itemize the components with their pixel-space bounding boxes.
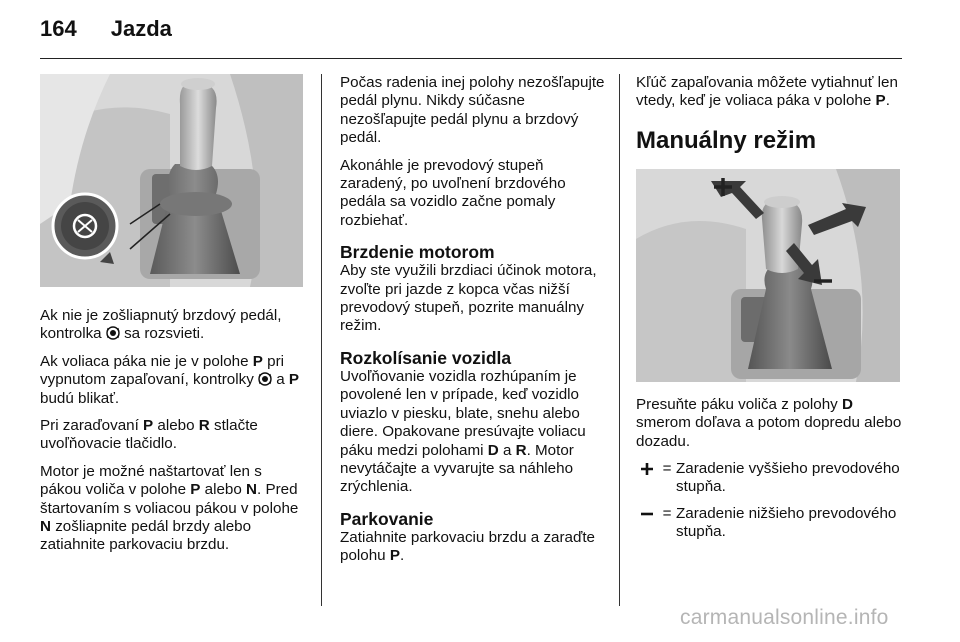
text: Motor je možné naštartovať len s pákou voliča v polohe bbox=[40, 462, 262, 499]
text: a bbox=[498, 441, 516, 459]
text: Kľúč zapaľovania môžete vytiahnuť len vtedy, keď je voliaca páka v polohe bbox=[636, 74, 898, 110]
heading-engine-braking: Brzdenie motorom bbox=[340, 242, 495, 263]
column-2 bbox=[340, 74, 606, 575]
page-number: 164 bbox=[40, 16, 77, 41]
heading-parking: Parkovanie bbox=[340, 508, 434, 529]
text: a bbox=[272, 371, 289, 389]
gear-letter: R bbox=[515, 441, 527, 459]
column-divider bbox=[619, 74, 620, 606]
legend-text: Zaradenie nižšieho prevodového stupňa. bbox=[676, 504, 897, 541]
text: Zatiahnite parkovaciu brzdu a zaraďte polohu bbox=[340, 528, 596, 565]
gear-letter: P bbox=[875, 92, 886, 110]
legend-row-downshift bbox=[636, 505, 902, 542]
gear-letter: P bbox=[190, 481, 201, 499]
header-rule bbox=[40, 58, 902, 59]
gear-letter: P bbox=[143, 417, 154, 435]
text: . Pred štartovaním s voliacou pákou v polohe bbox=[40, 481, 299, 517]
gear-letter: P bbox=[288, 371, 300, 389]
column-1 bbox=[40, 74, 306, 564]
text: Presuňte páku voliča z polohy bbox=[636, 395, 842, 413]
gear-letter: P bbox=[252, 352, 263, 370]
column-3 bbox=[636, 74, 902, 550]
gear-letter: N bbox=[40, 518, 51, 536]
gear-letter: D bbox=[842, 395, 853, 413]
gear-selector-illustration bbox=[40, 74, 303, 287]
heading-rocking: Rozkolísanie vozidla bbox=[340, 347, 512, 368]
text: Ak nie je zošliapnutý brzdový pedál, kontrolka bbox=[40, 307, 282, 343]
paragraph bbox=[340, 529, 606, 566]
text: Uvoľňovanie vozidla rozhúpaním je povolené len v prípade, keď vozidlo uviazlo v piesku, blate, snehu alebo diere. Opakovane presúvajte voliacu páku medzi polohami bbox=[340, 367, 586, 459]
text: smerom doľava a potom dopredu alebo dozadu. bbox=[636, 414, 902, 450]
gear-letter: P bbox=[389, 547, 400, 565]
legend-row-upshift bbox=[636, 460, 902, 497]
paragraph: Počas radenia inej polohy nezošľapujte pedál plynu. Nikdy súčasne nezošľapujte pedál plynu a brzdový pedál. bbox=[340, 74, 605, 147]
brake-foot-icon bbox=[258, 372, 272, 386]
text: Pri zaraďovaní bbox=[40, 417, 144, 435]
paragraph bbox=[636, 74, 902, 111]
text: alebo bbox=[153, 417, 199, 435]
brake-foot-icon bbox=[106, 326, 120, 340]
manual-mode-illustration bbox=[636, 169, 900, 382]
text: . Motor nevytáčajte a vyvarujte sa náhleho zrýchlenia. bbox=[340, 441, 574, 496]
text: zošliapnite pedál brzdy alebo zatiahnite parkovaciu brzdu. bbox=[40, 518, 252, 554]
legend-text: Zaradenie vyššieho prevodového stupňa. bbox=[676, 460, 900, 496]
equals-sign: = bbox=[662, 460, 672, 478]
column-divider bbox=[321, 74, 322, 606]
paragraph bbox=[40, 307, 306, 344]
text: . bbox=[885, 92, 890, 110]
equals-sign: = bbox=[662, 504, 672, 522]
paragraph bbox=[636, 396, 902, 451]
paragraph bbox=[40, 417, 306, 454]
heading-manual-mode: Manuálny režim bbox=[636, 126, 817, 154]
text: alebo bbox=[200, 481, 247, 499]
paragraph bbox=[40, 463, 306, 555]
plus-icon bbox=[636, 460, 658, 478]
paragraph: Akonáhle je prevodový stupeň zaradený, po uvoľnení brzdového pedála sa vozidlo začne pomaly rozbiehať. bbox=[340, 156, 566, 229]
text: sa rozsvieti. bbox=[119, 325, 205, 343]
minus-icon bbox=[636, 505, 658, 523]
paragraph bbox=[40, 353, 306, 408]
text: pri vypnutom zapaľovaní, kontrolky bbox=[40, 352, 285, 389]
text: budú blikať. bbox=[40, 389, 120, 407]
paragraph: Aby ste využili brzdiaci účinok motora, zvoľte pri jazde z kopca včas nižší prevodový stupeň, pozrite manuálny režim. bbox=[340, 262, 597, 335]
gear-letter: R bbox=[198, 417, 210, 435]
paragraph bbox=[340, 368, 606, 497]
page-header bbox=[40, 16, 172, 50]
text: stlačte uvoľňovacie tlačidlo. bbox=[40, 417, 258, 453]
watermark: carmanualsonline.info bbox=[680, 606, 889, 629]
gear-letter: D bbox=[487, 441, 499, 459]
section-title: Jazda bbox=[110, 16, 172, 41]
text: Ak voliaca páka nie je v polohe bbox=[40, 352, 253, 370]
text: . bbox=[399, 547, 405, 565]
gear-letter: N bbox=[246, 481, 258, 499]
